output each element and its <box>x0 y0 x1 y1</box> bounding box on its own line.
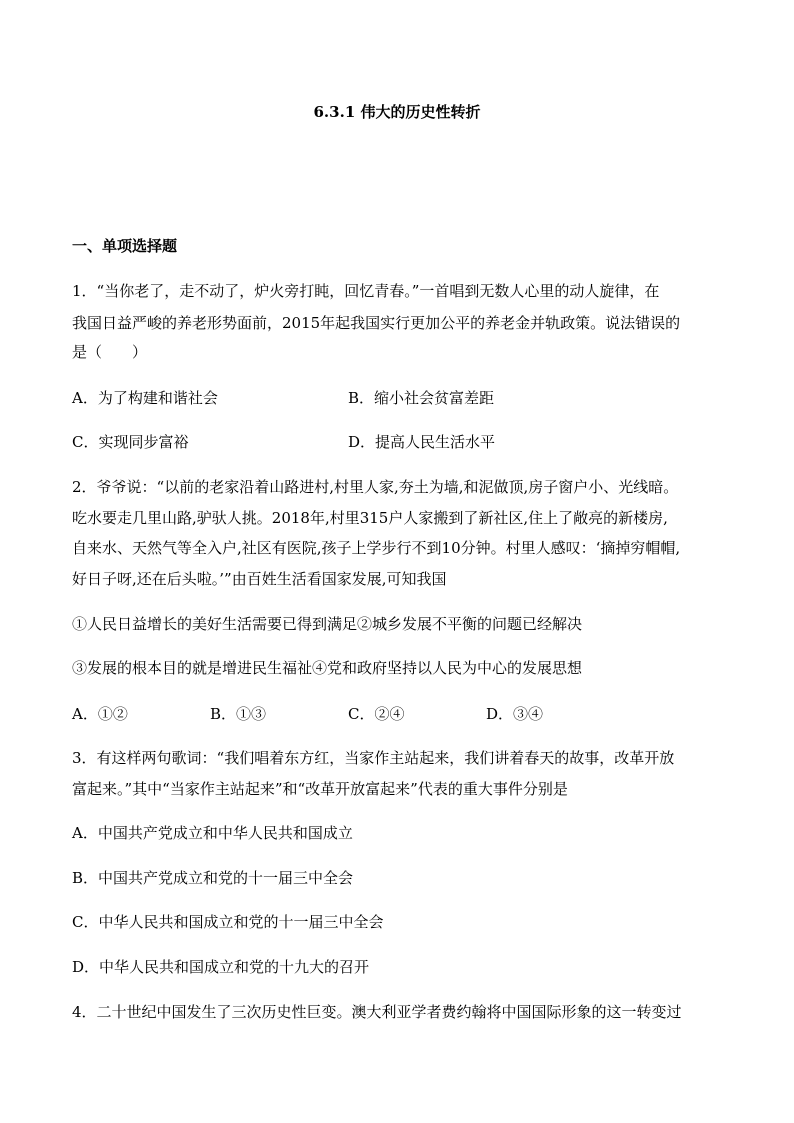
q3-line-1: 3．有这样两句歌词：“我们唱着东方红，当家作主站起来，我们讲着春天的故事，改革开放 <box>72 749 675 767</box>
q2-option-a: A．①② <box>72 705 128 723</box>
q2-line-5: ①人民日益增长的美好生活需要已得到满足②城乡发展不平衡的问题已经解决 <box>72 615 583 633</box>
q3-option-d: D．中华人民共和国成立和党的十九大的召开 <box>72 958 370 976</box>
q1-line-2: 我国日益严峻的养老形势面前，2015年起我国实行更加公平的养老金并轨政策。说法错误的 <box>72 314 681 332</box>
section-heading: 一、单项选择题 <box>72 237 178 255</box>
q3-line-2: 富起来。”其中“当家作主站起来”和“改革开放富起来”代表的重大事件分别是 <box>72 780 568 798</box>
q3-option-c: C．中华人民共和国成立和党的十一届三中全会 <box>72 913 384 931</box>
q1-option-d: D．提高人民生活水平 <box>348 433 496 451</box>
q3-option-a: A．中国共产党成立和中华人民共和国成立 <box>72 824 353 842</box>
q1-option-b: B．缩小社会贫富差距 <box>348 389 495 407</box>
q1-option-a: A．为了构建和谐社会 <box>72 389 218 407</box>
q2-option-d: D．③④ <box>486 705 544 723</box>
q3-option-b: B．中国共产党成立和党的十一届三中全会 <box>72 869 354 887</box>
q2-line-2: 吃水要走几里山路,驴驮人挑。2018年,村里315户人家搬到了新社区,住上了敞亮的新楼房, <box>72 509 668 527</box>
q1-line-1: 1．“当你老了，走不动了，炉火旁打盹，回忆青春。”一首唱到无数人心里的动人旋律，在 <box>72 282 660 300</box>
q1-line-3: 是（ ） <box>72 343 148 361</box>
document-title: 6.3.1 伟大的历史性转折 <box>313 103 481 121</box>
q4-line-1: 4．二十世纪中国发生了三次历史性巨变。澳大利亚学者费约翰将中国国际形象的这一转变过 <box>72 1003 682 1021</box>
q2-line-3: 自来水、天然气等全入户,社区有医院,孩子上学步行不到10分钟。村里人感叹：‘摘掉穷帽帽, <box>72 539 681 557</box>
q1-option-c: C．实现同步富裕 <box>72 433 189 451</box>
q2-line-6: ③发展的根本目的就是增进民生福祉④党和政府坚持以人民为中心的发展思想 <box>72 659 583 677</box>
q2-line-1: 2．爷爷说：“以前的老家沿着山路进村,村里人家,夯土为墙,和泥做顶,房子窗户小、光线暗。 <box>72 478 679 496</box>
q2-line-4: 好日子呀,还在后头啦。’”由百姓生活看国家发展,可知我国 <box>72 570 447 588</box>
q2-option-b: B．①③ <box>210 705 267 723</box>
q2-option-c: C．②④ <box>348 705 405 723</box>
